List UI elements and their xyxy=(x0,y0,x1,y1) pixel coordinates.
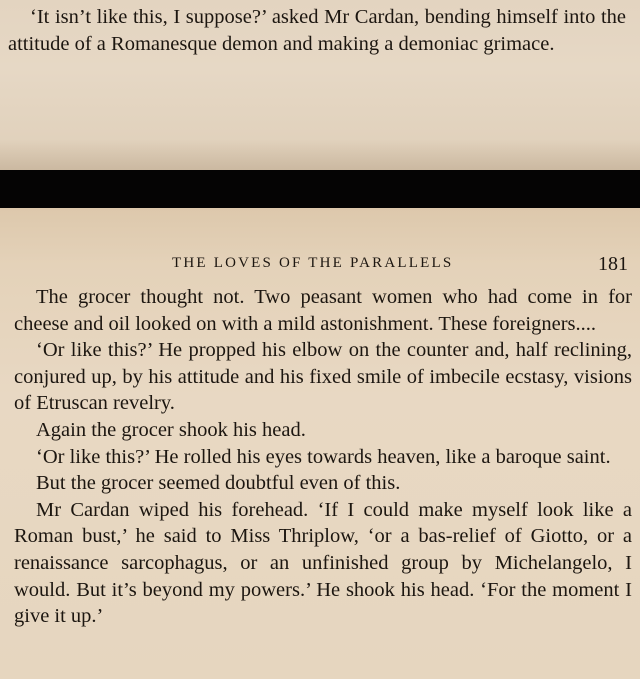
bottom-page xyxy=(0,208,640,679)
top-paragraph: ‘It isn’t like this, I suppose?’ asked Mr Cardan, bending himself into the attitude of a Romanesque demon and making a demoniac grimace. xyxy=(8,6,626,55)
paragraph-2: ‘Or like this?’ He propped his elbow on the counter and, half reclining, conjured up, by his attitude and his fixed smile of imbecile ecstasy, visions of Etruscan revelry. xyxy=(14,339,632,415)
running-head-title: THE LOVES OF THE PARALLELS xyxy=(172,255,454,271)
paragraph-3: Again the grocer shook his head. xyxy=(36,418,306,441)
paragraph-6: Mr Cardan wiped his forehead. ‘If I could make myself look like a Roman bust,’ he said to Miss Thriplow, ‘or a bas-relief of Giotto, or a renaissance sarcophagus, or an unfinished group by Michelangelo, I would. But it’s beyond my powers.’ He shook his head. ‘For the moment I give it up.’ xyxy=(14,498,632,628)
paragraph-4: ‘Or like this?’ He rolled his eyes towards heaven, like a baroque saint. xyxy=(36,445,611,468)
paragraph-5: But the grocer seemed doubtful even of this. xyxy=(36,472,401,495)
top-page-text xyxy=(8,4,626,57)
top-page xyxy=(0,0,640,170)
page-gap-band xyxy=(0,170,640,208)
page-number: 181 xyxy=(598,253,628,275)
paragraph-1: The grocer thought not. Two peasant women who had come in for cheese and oil looked on with a mild astonishment. These foreigners.... xyxy=(14,286,632,335)
bottom-page-text xyxy=(14,284,632,630)
running-head xyxy=(0,253,640,277)
